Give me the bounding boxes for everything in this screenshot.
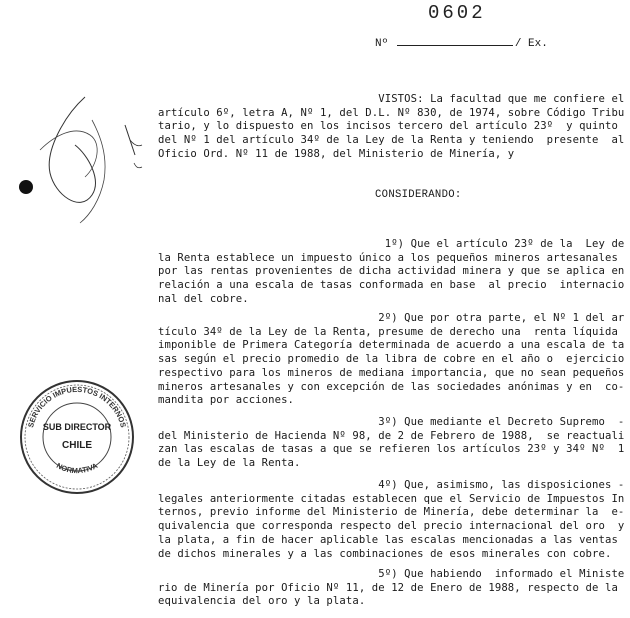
paragraph-5: 5º) Que habiendo informado el Ministe rio de Minería por Oficio Nº 11, de 12 de Enero de 1988, respecto de la equivalencia del oro y la plata. [158, 568, 625, 608]
handwritten-marks [30, 95, 150, 225]
official-seal [18, 378, 136, 496]
reference-line [375, 36, 548, 50]
seal-center-line2: CHILE [62, 440, 92, 451]
seal-ring-bottom: NORMATIVA [54, 461, 100, 476]
ref-suffix: / Ex. [514, 38, 548, 50]
considerando-heading: CONSIDERANDO: [375, 189, 462, 201]
paragraph-3: 3º) Que mediante el Decreto Supremo - del Ministerio de Hacienda Nº 98, de 2 de Febrero de 1988, se reactuali zan las escalas de tasas a que se refieren los artículos 23º y 34º Nº 1 de la Ley de la Renta. [158, 416, 625, 470]
seal-ring-top: SERVICIO IMPUESTOS INTERNOS [26, 384, 128, 429]
punch-hole [19, 180, 33, 194]
ref-prefix: Nº [375, 38, 389, 50]
seal-ring [18, 378, 136, 496]
ref-blank [397, 36, 513, 46]
seal-center-line1: SUB DIRECTOR [42, 422, 112, 432]
vistos-paragraph: VISTOS: La facultad que me confiere el artículo 6º, letra A, Nº 1, del D.L. Nº 830, de 1974, sobre Código Tribu tario, y lo dispuesto en los incisos tercero del artículo 23º y quinto del Nº 1 del artículo 34º de la Ley de la Renta y teniendo presente al Oficio Ord. Nº 11 de 1988, del Ministerio de Minería, y [158, 93, 625, 160]
paragraph-1: 1º) Que el artículo 23º de la Ley de la Renta establece un impuesto único a los pequeños mineros artesanales por las rentas provenientes de dicha actividad minera y que se aplica en relación a una escala de tasas conformada en base al precio internacio nal del cobre. [158, 238, 625, 305]
document-number: 0602 [428, 2, 486, 24]
paragraph-2: 2º) Que por otra parte, el Nº 1 del ar tículo 34º de la Ley de la Renta, presume de derecho una renta líquida imponible de Primera Categoría determinada de acuerdo a una escala de ta sas según el precio promedio de la libra de cobre en el año o ejercicio respectivo para los mineros de mediana importancia, que no sean pequeños mineros artesanales y con excepción de las sociedades anónimas y en co- mandita por acciones. [158, 312, 625, 407]
paragraph-4: 4º) Que, asimismo, las disposiciones - legales anteriormente citadas establecen que el Servicio de Impuestos In ternos, previo informe del Ministerio de Minería, debe determinar la e- quivalencia que corresponda respecto del precio internacional del oro y la plata, a fin de hacer aplicable las escalas mencionadas a las ventas de dichos minerales y a las combinaciones de esos minerales con cobre. [158, 479, 625, 560]
